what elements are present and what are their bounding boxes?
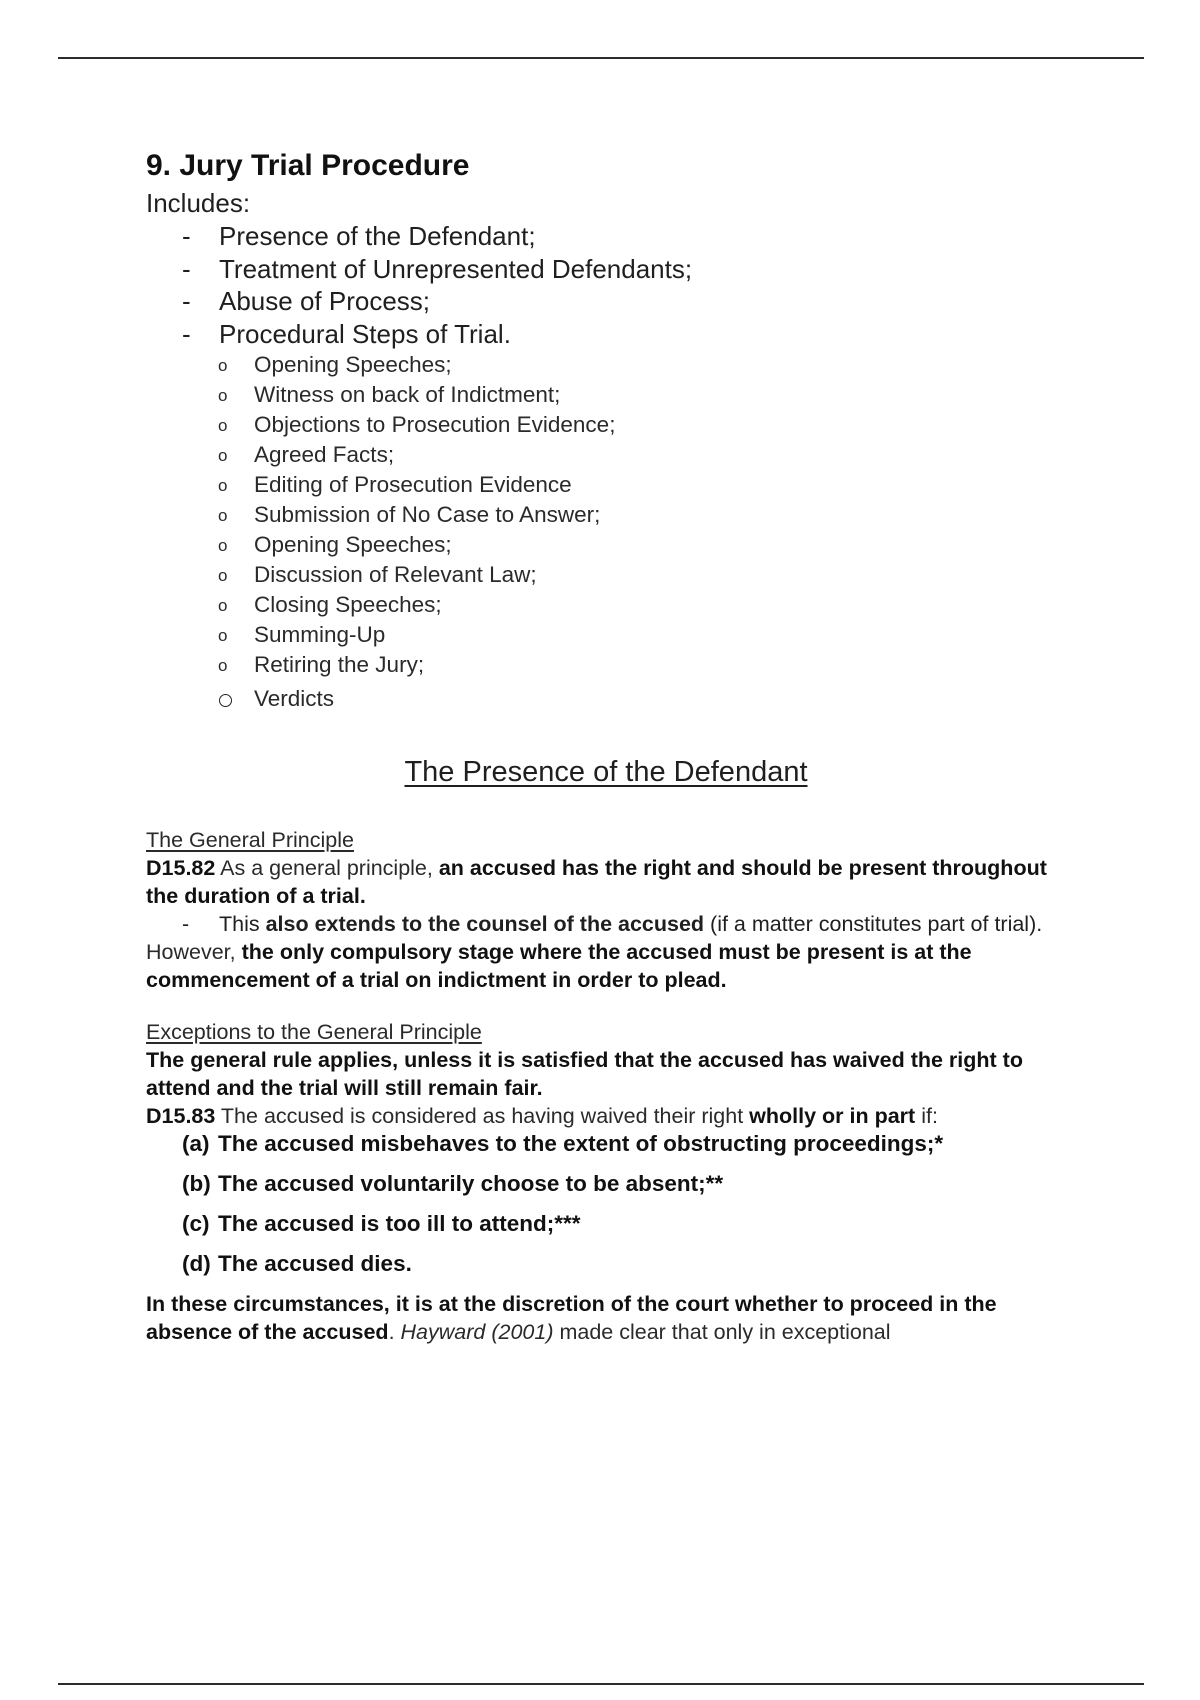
list-item: o Discussion of Relevant Law; (218, 560, 1066, 590)
case-citation: Hayward (2001) (400, 1320, 554, 1344)
list-item: o Opening Speeches; (218, 350, 1066, 380)
list-item: (d) The accused dies. (182, 1251, 412, 1276)
list-item: o Closing Speeches; (218, 590, 1066, 620)
reference-code: D15.82 (146, 856, 216, 880)
list-item: - Abuse of Process; (182, 285, 1066, 318)
page-title: 9. Jury Trial Procedure (146, 149, 470, 182)
waiver-paragraph: D15.83 The accused is considered as having waived their right wholly or in part if: (146, 1104, 938, 1128)
list-item: - Presence of the Defendant; (182, 220, 1066, 253)
general-rule-paragraph: The general rule applies, unless it is satisfied that the accused has waived the right to attend and the trial will still remain fair. (146, 1048, 1023, 1100)
list-item: o Retiring the Jury; (218, 650, 1066, 680)
top-rule (58, 57, 1144, 59)
list-item: (b) The accused voluntarily choose to be absent;** (182, 1171, 724, 1196)
reference-code: D15.83 (146, 1104, 216, 1128)
section-title-text: The Presence of the Defendant (404, 756, 808, 788)
list-item: o Summing-Up (218, 620, 1066, 650)
section-title (146, 754, 1066, 790)
list-item: - Treatment of Unrepresented Defendants; (182, 253, 1066, 286)
counsel-note-list (146, 910, 1066, 938)
list-item: o Opening Speeches; (218, 530, 1066, 560)
list-item: o Agreed Facts; (218, 440, 1066, 470)
document-page (146, 146, 1066, 1346)
waiver-conditions-list (146, 1130, 1066, 1278)
bottom-rule (58, 1683, 1144, 1685)
list-item: o Witness on back of Indictment; (218, 380, 1066, 410)
general-principle-heading: The General Principle (146, 828, 354, 852)
procedural-steps-list (146, 350, 1066, 714)
list-item: o Editing of Prosecution Evidence (218, 470, 1066, 500)
list-item: o Objections to Prosecution Evidence; (218, 410, 1066, 440)
includes-list (146, 220, 1066, 350)
list-item: (a) The accused misbehaves to the extent of obstructing proceedings;* (182, 1131, 944, 1156)
compulsory-stage-paragraph: However, the only compulsory stage where the accused must be present is at the commencement of a trial on indictment in order to plead. (146, 940, 972, 992)
list-item: - Procedural Steps of Trial. (182, 318, 1066, 351)
includes-label: Includes: (146, 188, 251, 218)
list-item: (c) The accused is too ill to attend;*** (182, 1211, 581, 1236)
general-principle-paragraph: D15.82 As a general principle, an accused has the right and should be present throughout the duration of a trial. (146, 856, 1047, 908)
list-item: o Submission of No Case to Answer; (218, 500, 1066, 530)
list-item: - This also extends to the counsel of the accused (if a matter constitutes part of trial). (182, 910, 1066, 938)
discretion-paragraph: In these circumstances, it is at the discretion of the court whether to proceed in the absence of the accused. Hayward (2001) made clear that only in exceptional (146, 1292, 997, 1344)
list-item: Verdicts (218, 684, 1066, 714)
exceptions-heading: Exceptions to the General Principle (146, 1020, 482, 1044)
